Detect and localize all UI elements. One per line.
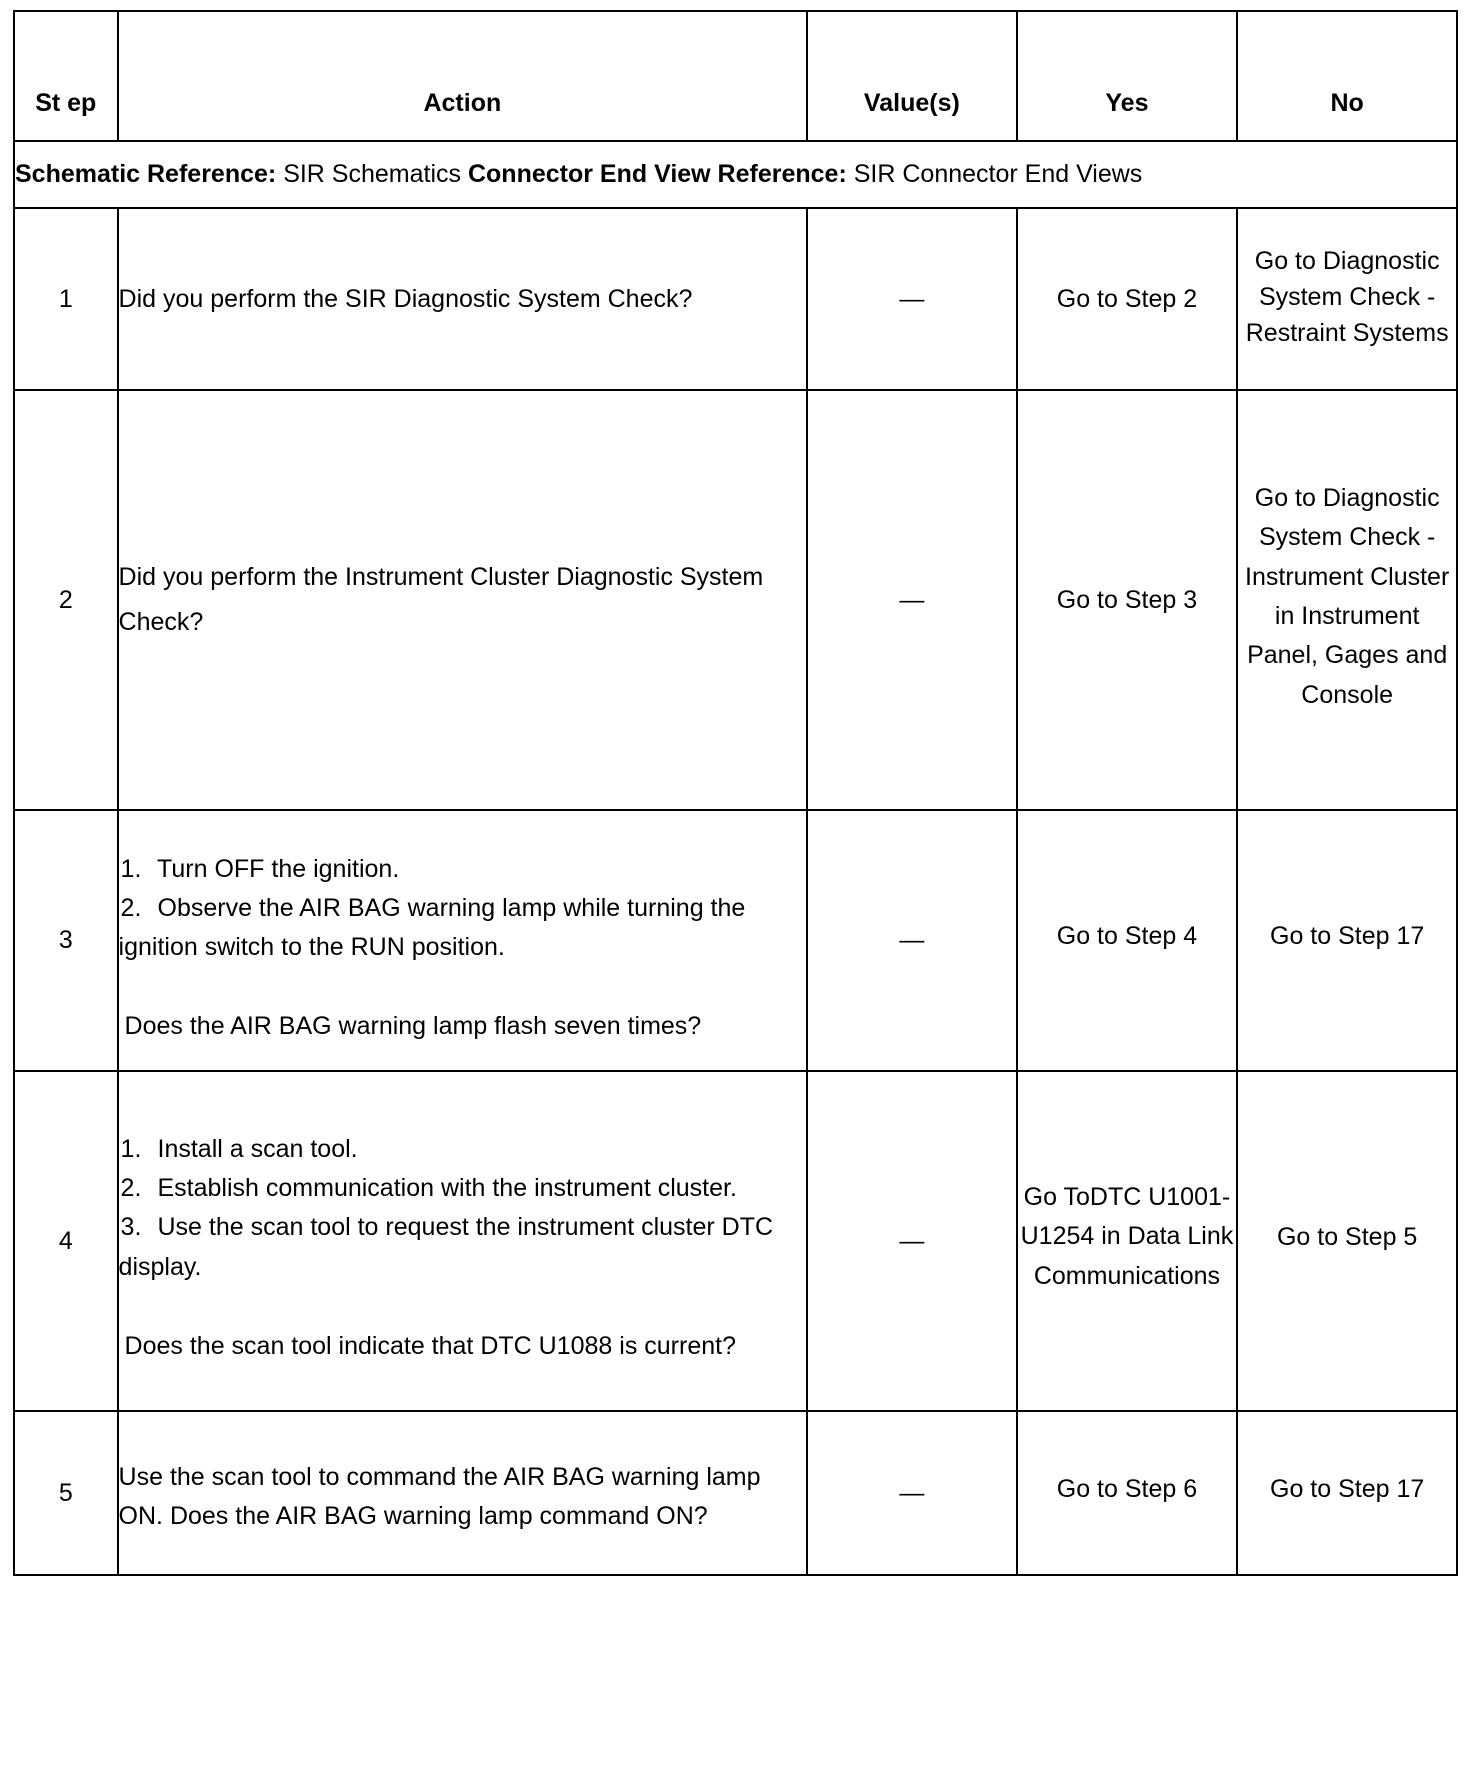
reference-cell xyxy=(14,141,1457,208)
value-cell: — xyxy=(807,1071,1016,1411)
step-number: 4 xyxy=(14,1071,118,1411)
no-cell: Go to Diagnostic System Check - Instrument Cluster in Instrument Panel, Gages and Console xyxy=(1237,390,1457,810)
table-row xyxy=(14,208,1457,390)
action-step-item: 2. Establish communication with the instrument cluster. xyxy=(120,1174,737,1203)
action-cell xyxy=(118,1071,808,1411)
header-step: St ep xyxy=(14,11,118,141)
header-row xyxy=(14,11,1457,141)
yes-cell: Go to Step 6 xyxy=(1017,1411,1238,1575)
action-cell xyxy=(118,810,808,1071)
step-number: 3 xyxy=(14,810,118,1071)
no-cell: Go to Step 5 xyxy=(1237,1071,1457,1411)
no-cell: Go to Diagnostic System Check - Restraint Systems xyxy=(1237,208,1457,390)
header-yes: Yes xyxy=(1017,11,1238,141)
action-step-item: 2. Observe the AIR BAG warning lamp while turning the ignition switch to the RUN position. xyxy=(118,893,746,961)
table-row xyxy=(14,1411,1457,1575)
action-text: Did you perform the Instrument Cluster Diagnostic System Check? xyxy=(118,390,808,810)
yes-cell: Go to Step 3 xyxy=(1017,390,1238,810)
table-row xyxy=(14,390,1457,810)
action-text: Did you perform the SIR Diagnostic System Check? xyxy=(118,208,808,390)
value-cell: — xyxy=(807,208,1016,390)
table-row xyxy=(14,810,1457,1071)
action-question: Does the scan tool indicate that DTC U1088 is current? xyxy=(124,1331,736,1360)
value-cell: — xyxy=(807,1411,1016,1575)
yes-cell: Go ToDTC U1001-U1254 in Data Link Communications xyxy=(1017,1071,1238,1411)
header-action: Action xyxy=(118,11,808,141)
no-cell: Go to Step 17 xyxy=(1237,1411,1457,1575)
diagnostic-table xyxy=(13,10,1458,1576)
schematic-reference-value: SIR Schematics xyxy=(283,160,462,188)
connector-reference-label: Connector End View Reference: xyxy=(467,160,847,188)
action-text: Use the scan tool to command the AIR BAG warning lamp ON. Does the AIR BAG warning lamp command ON? xyxy=(118,1411,808,1575)
header-values: Value(s) xyxy=(807,11,1016,141)
no-cell: Go to Step 17 xyxy=(1237,810,1457,1071)
schematic-reference-label: Schematic Reference: xyxy=(15,160,277,188)
value-cell: — xyxy=(807,390,1016,810)
action-step-item: 1. Install a scan tool. xyxy=(120,1134,358,1163)
value-cell: — xyxy=(807,810,1016,1071)
step-number: 1 xyxy=(14,208,118,390)
action-step-item: 3. Use the scan tool to request the instrument cluster DTC display. xyxy=(118,1213,774,1281)
yes-cell: Go to Step 2 xyxy=(1017,208,1238,390)
yes-cell: Go to Step 4 xyxy=(1017,810,1238,1071)
header-no: No xyxy=(1237,11,1457,141)
connector-reference-value: SIR Connector End Views xyxy=(853,160,1143,188)
step-number: 2 xyxy=(14,390,118,810)
reference-row xyxy=(14,141,1457,208)
table-row xyxy=(14,1071,1457,1411)
action-step-item: 1. Turn OFF the ignition. xyxy=(120,854,400,883)
step-number: 5 xyxy=(14,1411,118,1575)
action-question: Does the AIR BAG warning lamp flash seven times? xyxy=(124,1011,702,1040)
